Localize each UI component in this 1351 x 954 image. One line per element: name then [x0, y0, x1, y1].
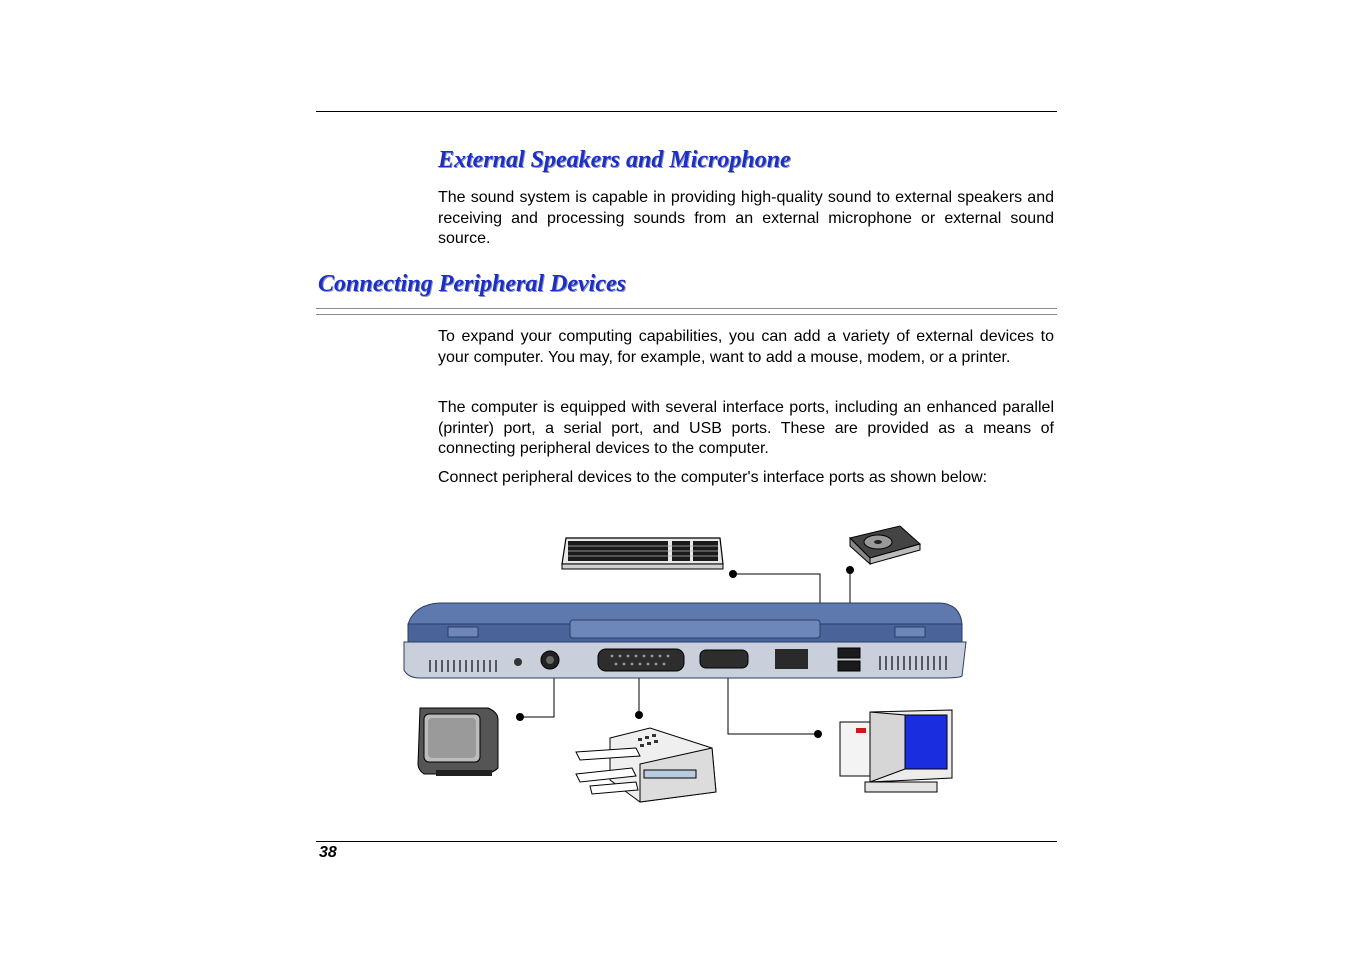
section-title-speakers: External Speakers and Microphone — [438, 147, 791, 173]
peripherals-paragraph-3: Connect peripheral devices to the computer's interface ports as shown below: — [438, 469, 988, 486]
peripherals-paragraph-1: To expand your computing capabilities, you can add a variety of external devices to your computer. You may, for example, want to add a mouse, modem, or a printer. — [438, 328, 1054, 366]
printer-fax-icon — [576, 728, 716, 802]
section-title-peripherals: Connecting Peripheral Devices — [318, 271, 626, 297]
tv-icon — [418, 708, 498, 776]
laptop-rear-icon — [404, 603, 966, 678]
hard-drive-icon — [850, 526, 920, 564]
header-rule — [316, 111, 1057, 112]
footer-rule — [316, 841, 1057, 842]
page-number: 38 — [319, 844, 337, 861]
peripheral-connection-figure — [400, 520, 970, 805]
peripherals-paragraph-2: The computer is equipped with several interface ports, including an enhanced parallel (printer) port, a serial port, and USB ports. These are provided as a means of connecting peripheral devices to the computer. — [438, 399, 1054, 457]
speakers-paragraph: The sound system is capable in providing high-quality sound to external speakers and receiving and processing sounds from an external microphone or external sound source. — [438, 189, 1054, 247]
section-divider — [316, 308, 1057, 315]
keyboard-icon — [562, 538, 723, 569]
monitor-icon — [840, 710, 952, 792]
